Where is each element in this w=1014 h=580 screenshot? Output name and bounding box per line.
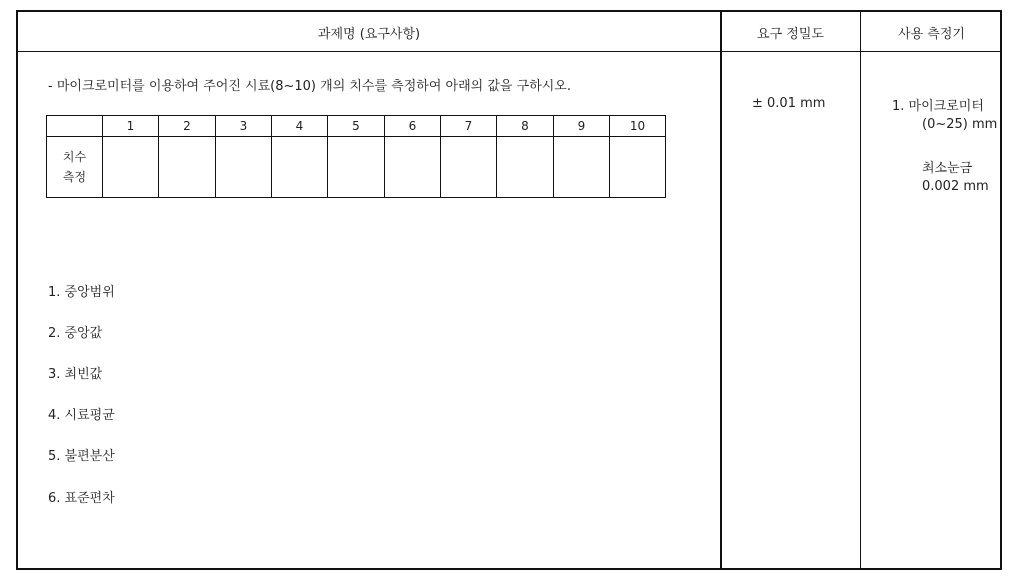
measurement-value-cell[interactable] [216, 137, 272, 198]
spec-sheet-frame [16, 10, 1002, 570]
measurement-value-cell[interactable] [497, 137, 554, 198]
least-count-value: 0.002 mm [922, 179, 989, 194]
measurement-value-cell[interactable] [610, 137, 666, 198]
measurement-table-value-row [47, 137, 666, 198]
measurement-column-header: 7 [441, 116, 497, 137]
instrument-name: 1. 마이크로미터 [892, 99, 984, 114]
result-item: 4. 시료평균 [48, 408, 115, 423]
measurement-column-header: 1 [103, 116, 159, 137]
measurement-value-cell[interactable] [441, 137, 497, 198]
measurement-table [46, 115, 666, 198]
column-divider-task [720, 12, 722, 568]
measurement-value-cell[interactable] [103, 137, 159, 198]
result-item: 1. 중앙범위 [48, 285, 115, 300]
precision-value: ± 0.01 mm [752, 96, 826, 111]
measurement-value-cell[interactable] [159, 137, 216, 198]
result-item: 2. 중앙값 [48, 326, 103, 341]
measurement-column-header: 6 [385, 116, 441, 137]
instrument-range: (0~25) mm [922, 117, 998, 132]
row-label-line-1: 치수 [62, 150, 87, 164]
measurement-value-cell[interactable] [328, 137, 385, 198]
measurement-value-cell[interactable] [272, 137, 328, 198]
measurement-column-header: 8 [497, 116, 554, 137]
measurement-column-header: 9 [554, 116, 610, 137]
measurement-table-header-row [47, 116, 666, 137]
measurement-column-header: 4 [272, 116, 328, 137]
result-item: 5. 불편분산 [48, 449, 115, 464]
header-instrument: 사용 측정기 [898, 26, 965, 42]
measurement-column-header: 2 [159, 116, 216, 137]
header-precision: 요구 정밀도 [757, 26, 824, 42]
measurement-value-cell[interactable] [385, 137, 441, 198]
row-label-line-2: 측정 [62, 170, 87, 184]
task-instruction: - 마이크로미터를 이용하여 주어진 시료(8~10) 개의 치수를 측정하여 아래의 값을 구하시오. [48, 79, 571, 94]
measurement-column-header: 3 [216, 116, 272, 137]
header-task: 과제명 (요구사항) [317, 26, 421, 42]
measurement-table-corner-cell [47, 116, 103, 137]
measurement-column-header: 10 [610, 116, 666, 137]
measurement-value-cell[interactable] [554, 137, 610, 198]
column-divider-precision [860, 12, 861, 568]
least-count-label: 최소눈금 [922, 161, 973, 176]
measurement-column-header: 5 [328, 116, 385, 137]
result-item: 3. 최빈값 [48, 367, 103, 382]
measurement-row-label [47, 137, 103, 198]
result-item: 6. 표준편차 [48, 491, 115, 506]
